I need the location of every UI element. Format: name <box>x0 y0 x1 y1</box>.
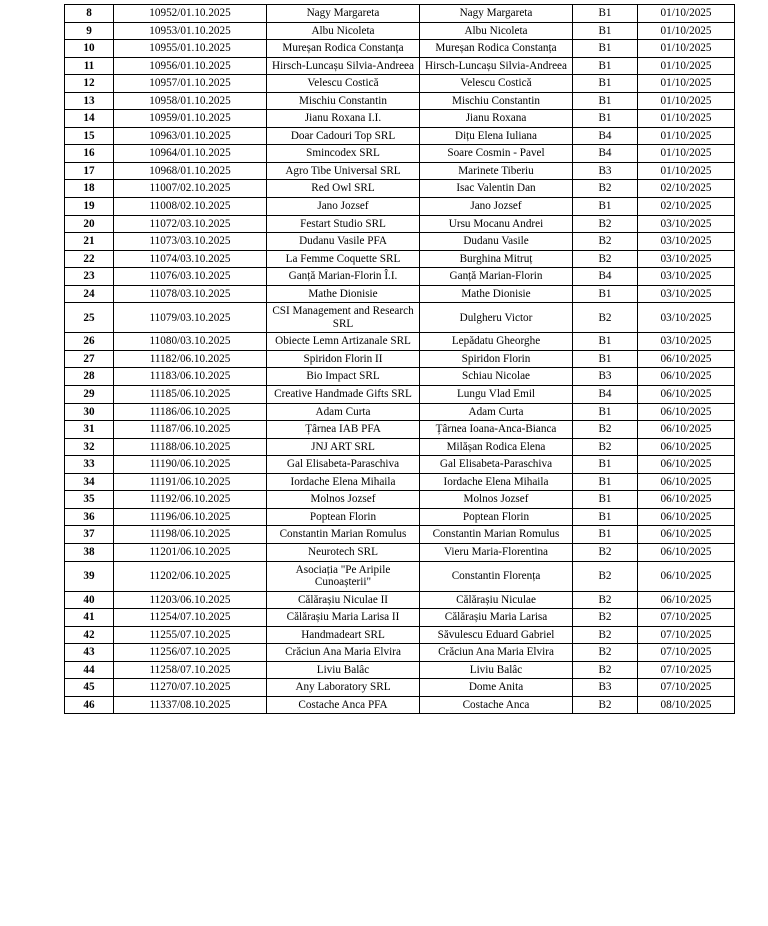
table-row <box>65 285 735 303</box>
cell-entity-name: Liviu Balâc <box>267 661 420 679</box>
cell-representative: Dome Anita <box>420 679 573 697</box>
cell-representative: Adam Curta <box>420 403 573 421</box>
cell-nr: 37 <box>65 526 114 544</box>
table-row <box>65 644 735 662</box>
cell-date: 03/10/2025 <box>638 215 735 233</box>
cell-representative: Dulgheru Victor <box>420 303 573 333</box>
cell-nr: 28 <box>65 368 114 386</box>
cell-entity-name: CSI Management and Research SRL <box>267 303 420 333</box>
cell-date: 03/10/2025 <box>638 303 735 333</box>
table-row <box>65 303 735 333</box>
cell-representative: Călărașiu Niculae <box>420 591 573 609</box>
cell-code: B2 <box>573 609 638 627</box>
cell-date: 06/10/2025 <box>638 456 735 474</box>
cell-entity-name: JNJ ART SRL <box>267 438 420 456</box>
cell-representative: Constantin Florența <box>420 561 573 591</box>
cell-entity-name: Smincodex SRL <box>267 145 420 163</box>
cell-date: 01/10/2025 <box>638 110 735 128</box>
cell-code: B2 <box>573 421 638 439</box>
table-row <box>65 127 735 145</box>
cell-entity-name: Bio Impact SRL <box>267 368 420 386</box>
cell-nr: 15 <box>65 127 114 145</box>
cell-registration: 11198/06.10.2025 <box>114 526 267 544</box>
cell-representative: Burghina Mitruț <box>420 250 573 268</box>
cell-entity-name: Molnos Jozsef <box>267 491 420 509</box>
cell-nr: 36 <box>65 508 114 526</box>
table-row <box>65 543 735 561</box>
cell-date: 07/10/2025 <box>638 644 735 662</box>
cell-entity-name: Călărașiu Niculae II <box>267 591 420 609</box>
cell-nr: 18 <box>65 180 114 198</box>
cell-date: 06/10/2025 <box>638 591 735 609</box>
table-row <box>65 438 735 456</box>
cell-code: B2 <box>573 543 638 561</box>
cell-code: B1 <box>573 508 638 526</box>
cell-code: B1 <box>573 526 638 544</box>
cell-entity-name: Festart Studio SRL <box>267 215 420 233</box>
cell-code: B2 <box>573 250 638 268</box>
cell-registration: 10963/01.10.2025 <box>114 127 267 145</box>
table-row <box>65 403 735 421</box>
cell-entity-name: Handmadeart SRL <box>267 626 420 644</box>
cell-representative: Ursu Mocanu Andrei <box>420 215 573 233</box>
table-row <box>65 368 735 386</box>
cell-representative: Iordache Elena Mihaila <box>420 473 573 491</box>
cell-nr: 23 <box>65 268 114 286</box>
cell-entity-name: Mathe Dionisie <box>267 285 420 303</box>
cell-entity-name: Poptean Florin <box>267 508 420 526</box>
cell-nr: 13 <box>65 92 114 110</box>
cell-date: 01/10/2025 <box>638 57 735 75</box>
cell-entity-name: Neurotech SRL <box>267 543 420 561</box>
table-row <box>65 22 735 40</box>
registry-table-body <box>65 5 735 714</box>
cell-registration: 11008/02.10.2025 <box>114 198 267 216</box>
cell-date: 01/10/2025 <box>638 22 735 40</box>
table-row <box>65 215 735 233</box>
cell-entity-name: Hirsch-Luncașu Silvia-Andreea <box>267 57 420 75</box>
cell-nr: 24 <box>65 285 114 303</box>
cell-date: 07/10/2025 <box>638 609 735 627</box>
cell-registration: 11076/03.10.2025 <box>114 268 267 286</box>
cell-representative: Călărașiu Maria Larisa <box>420 609 573 627</box>
cell-date: 03/10/2025 <box>638 285 735 303</box>
cell-registration: 11186/06.10.2025 <box>114 403 267 421</box>
cell-entity-name: Constantin Marian Romulus <box>267 526 420 544</box>
cell-entity-name: Crăciun Ana Maria Elvira <box>267 644 420 662</box>
cell-nr: 22 <box>65 250 114 268</box>
cell-nr: 30 <box>65 403 114 421</box>
cell-representative: Molnos Jozsef <box>420 491 573 509</box>
cell-date: 01/10/2025 <box>638 127 735 145</box>
cell-entity-name: Costache Anca PFA <box>267 696 420 714</box>
cell-entity-name: La Femme Coquette SRL <box>267 250 420 268</box>
table-row <box>65 350 735 368</box>
cell-representative: Nagy Margareta <box>420 5 573 23</box>
cell-representative: Velescu Costică <box>420 75 573 93</box>
cell-registration: 11072/03.10.2025 <box>114 215 267 233</box>
cell-registration: 11337/08.10.2025 <box>114 696 267 714</box>
table-row <box>65 180 735 198</box>
cell-registration: 11187/06.10.2025 <box>114 421 267 439</box>
cell-registration: 11203/06.10.2025 <box>114 591 267 609</box>
cell-nr: 35 <box>65 491 114 509</box>
cell-date: 06/10/2025 <box>638 403 735 421</box>
cell-date: 01/10/2025 <box>638 145 735 163</box>
cell-registration: 11191/06.10.2025 <box>114 473 267 491</box>
cell-entity-name: Creative Handmade Gifts SRL <box>267 386 420 404</box>
table-row <box>65 661 735 679</box>
table-row <box>65 268 735 286</box>
cell-registration: 11256/07.10.2025 <box>114 644 267 662</box>
cell-code: B1 <box>573 75 638 93</box>
table-row <box>65 561 735 591</box>
cell-registration: 11080/03.10.2025 <box>114 333 267 351</box>
cell-registration: 11007/02.10.2025 <box>114 180 267 198</box>
cell-entity-name: Agro Tibe Universal SRL <box>267 162 420 180</box>
cell-code: B2 <box>573 303 638 333</box>
cell-nr: 12 <box>65 75 114 93</box>
cell-date: 06/10/2025 <box>638 421 735 439</box>
cell-code: B2 <box>573 233 638 251</box>
cell-representative: Constantin Marian Romulus <box>420 526 573 544</box>
cell-entity-name: Călărașiu Maria Larisa II <box>267 609 420 627</box>
cell-code: B2 <box>573 180 638 198</box>
cell-date: 02/10/2025 <box>638 180 735 198</box>
cell-entity-name: Jianu Roxana I.I. <box>267 110 420 128</box>
cell-nr: 9 <box>65 22 114 40</box>
registry-table <box>64 4 735 714</box>
cell-representative: Dițu Elena Iuliana <box>420 127 573 145</box>
table-row <box>65 508 735 526</box>
table-row <box>65 626 735 644</box>
cell-representative: Crăciun Ana Maria Elvira <box>420 644 573 662</box>
cell-representative: Isac Valentin Dan <box>420 180 573 198</box>
table-row <box>65 57 735 75</box>
cell-date: 01/10/2025 <box>638 40 735 58</box>
cell-representative: Săvulescu Eduard Gabriel <box>420 626 573 644</box>
cell-registration: 11188/06.10.2025 <box>114 438 267 456</box>
cell-date: 03/10/2025 <box>638 333 735 351</box>
cell-nr: 42 <box>65 626 114 644</box>
cell-nr: 41 <box>65 609 114 627</box>
table-row <box>65 75 735 93</box>
cell-code: B1 <box>573 285 638 303</box>
cell-entity-name: Adam Curta <box>267 403 420 421</box>
cell-representative: Soare Cosmin - Pavel <box>420 145 573 163</box>
cell-code: B2 <box>573 696 638 714</box>
cell-code: B2 <box>573 661 638 679</box>
cell-representative: Ganță Marian-Florin <box>420 268 573 286</box>
table-row <box>65 5 735 23</box>
cell-representative: Mischiu Constantin <box>420 92 573 110</box>
cell-nr: 21 <box>65 233 114 251</box>
cell-nr: 20 <box>65 215 114 233</box>
cell-nr: 38 <box>65 543 114 561</box>
cell-nr: 29 <box>65 386 114 404</box>
cell-entity-name: Albu Nicoleta <box>267 22 420 40</box>
cell-nr: 39 <box>65 561 114 591</box>
table-row <box>65 609 735 627</box>
cell-code: B4 <box>573 268 638 286</box>
cell-nr: 34 <box>65 473 114 491</box>
cell-representative: Costache Anca <box>420 696 573 714</box>
table-row <box>65 526 735 544</box>
table-row <box>65 679 735 697</box>
cell-nr: 46 <box>65 696 114 714</box>
cell-date: 03/10/2025 <box>638 250 735 268</box>
cell-representative: Mureșan Rodica Constanța <box>420 40 573 58</box>
table-row <box>65 92 735 110</box>
cell-representative: Jano Jozsef <box>420 198 573 216</box>
cell-code: B4 <box>573 386 638 404</box>
cell-entity-name: Velescu Costică <box>267 75 420 93</box>
cell-registration: 10964/01.10.2025 <box>114 145 267 163</box>
table-row <box>65 110 735 128</box>
cell-nr: 40 <box>65 591 114 609</box>
cell-nr: 43 <box>65 644 114 662</box>
cell-registration: 11079/03.10.2025 <box>114 303 267 333</box>
cell-entity-name: Mischiu Constantin <box>267 92 420 110</box>
cell-registration: 11270/07.10.2025 <box>114 679 267 697</box>
cell-code: B1 <box>573 5 638 23</box>
cell-registration: 10956/01.10.2025 <box>114 57 267 75</box>
cell-entity-name: Mureșan Rodica Constanța <box>267 40 420 58</box>
cell-registration: 11192/06.10.2025 <box>114 491 267 509</box>
cell-nr: 17 <box>65 162 114 180</box>
cell-code: B4 <box>573 127 638 145</box>
cell-date: 06/10/2025 <box>638 508 735 526</box>
cell-representative: Spiridon Florin <box>420 350 573 368</box>
cell-registration: 11182/06.10.2025 <box>114 350 267 368</box>
cell-date: 06/10/2025 <box>638 543 735 561</box>
cell-code: B1 <box>573 92 638 110</box>
cell-registration: 11190/06.10.2025 <box>114 456 267 474</box>
cell-code: B2 <box>573 561 638 591</box>
cell-code: B3 <box>573 679 638 697</box>
table-row <box>65 198 735 216</box>
cell-code: B1 <box>573 57 638 75</box>
cell-date: 07/10/2025 <box>638 679 735 697</box>
cell-nr: 44 <box>65 661 114 679</box>
cell-date: 07/10/2025 <box>638 626 735 644</box>
table-row <box>65 145 735 163</box>
cell-registration: 11073/03.10.2025 <box>114 233 267 251</box>
cell-code: B1 <box>573 350 638 368</box>
table-row <box>65 40 735 58</box>
cell-representative: Jianu Roxana <box>420 110 573 128</box>
cell-date: 08/10/2025 <box>638 696 735 714</box>
cell-code: B4 <box>573 145 638 163</box>
cell-representative: Gal Elisabeta-Paraschiva <box>420 456 573 474</box>
cell-representative: Schiau Nicolae <box>420 368 573 386</box>
cell-code: B2 <box>573 215 638 233</box>
cell-nr: 31 <box>65 421 114 439</box>
cell-registration: 11202/06.10.2025 <box>114 561 267 591</box>
cell-date: 01/10/2025 <box>638 75 735 93</box>
cell-registration: 10959/01.10.2025 <box>114 110 267 128</box>
cell-entity-name: Nagy Margareta <box>267 5 420 23</box>
cell-date: 06/10/2025 <box>638 561 735 591</box>
cell-date: 07/10/2025 <box>638 661 735 679</box>
cell-entity-name: Asociația "Pe Aripile Cunoașterii" <box>267 561 420 591</box>
cell-code: B1 <box>573 198 638 216</box>
table-row <box>65 250 735 268</box>
cell-registration: 11254/07.10.2025 <box>114 609 267 627</box>
cell-code: B2 <box>573 591 638 609</box>
cell-code: B2 <box>573 626 638 644</box>
table-row <box>65 696 735 714</box>
table-row <box>65 333 735 351</box>
cell-code: B1 <box>573 22 638 40</box>
cell-representative: Poptean Florin <box>420 508 573 526</box>
cell-representative: Țârnea Ioana-Anca-Bianca <box>420 421 573 439</box>
cell-entity-name: Jano Jozsef <box>267 198 420 216</box>
cell-registration: 11074/03.10.2025 <box>114 250 267 268</box>
cell-code: B1 <box>573 110 638 128</box>
table-row <box>65 233 735 251</box>
table-row <box>65 491 735 509</box>
cell-entity-name: Any Laboratory SRL <box>267 679 420 697</box>
cell-code: B1 <box>573 473 638 491</box>
cell-date: 01/10/2025 <box>638 92 735 110</box>
cell-code: B1 <box>573 491 638 509</box>
cell-nr: 8 <box>65 5 114 23</box>
cell-date: 06/10/2025 <box>638 491 735 509</box>
cell-representative: Albu Nicoleta <box>420 22 573 40</box>
cell-representative: Liviu Balâc <box>420 661 573 679</box>
cell-date: 06/10/2025 <box>638 526 735 544</box>
cell-entity-name: Obiecte Lemn Artizanale SRL <box>267 333 420 351</box>
cell-registration: 11196/06.10.2025 <box>114 508 267 526</box>
table-row <box>65 421 735 439</box>
cell-nr: 14 <box>65 110 114 128</box>
cell-code: B1 <box>573 333 638 351</box>
cell-nr: 27 <box>65 350 114 368</box>
cell-entity-name: Doar Cadouri Top SRL <box>267 127 420 145</box>
cell-representative: Lepădatu Gheorghe <box>420 333 573 351</box>
cell-date: 01/10/2025 <box>638 162 735 180</box>
cell-nr: 26 <box>65 333 114 351</box>
cell-registration: 11201/06.10.2025 <box>114 543 267 561</box>
cell-representative: Hirsch-Luncașu Silvia-Andreea <box>420 57 573 75</box>
cell-representative: Vieru Maria-Florentina <box>420 543 573 561</box>
table-row <box>65 386 735 404</box>
cell-representative: Marinete Tiberiu <box>420 162 573 180</box>
cell-date: 02/10/2025 <box>638 198 735 216</box>
cell-nr: 25 <box>65 303 114 333</box>
cell-date: 06/10/2025 <box>638 438 735 456</box>
cell-date: 06/10/2025 <box>638 368 735 386</box>
cell-registration: 11258/07.10.2025 <box>114 661 267 679</box>
cell-registration: 11255/07.10.2025 <box>114 626 267 644</box>
cell-code: B1 <box>573 456 638 474</box>
cell-representative: Dudanu Vasile <box>420 233 573 251</box>
cell-code: B3 <box>573 162 638 180</box>
cell-representative: Milășan Rodica Elena <box>420 438 573 456</box>
cell-registration: 10957/01.10.2025 <box>114 75 267 93</box>
cell-nr: 10 <box>65 40 114 58</box>
cell-code: B1 <box>573 403 638 421</box>
cell-registration: 11185/06.10.2025 <box>114 386 267 404</box>
cell-entity-name: Țârnea IAB PFA <box>267 421 420 439</box>
cell-nr: 11 <box>65 57 114 75</box>
cell-registration: 11183/06.10.2025 <box>114 368 267 386</box>
cell-entity-name: Spiridon Florin II <box>267 350 420 368</box>
cell-representative: Mathe Dionisie <box>420 285 573 303</box>
cell-registration: 10968/01.10.2025 <box>114 162 267 180</box>
cell-registration: 10955/01.10.2025 <box>114 40 267 58</box>
cell-code: B1 <box>573 40 638 58</box>
cell-nr: 45 <box>65 679 114 697</box>
cell-nr: 32 <box>65 438 114 456</box>
cell-date: 06/10/2025 <box>638 350 735 368</box>
table-row <box>65 473 735 491</box>
table-row <box>65 162 735 180</box>
table-row <box>65 456 735 474</box>
cell-date: 06/10/2025 <box>638 386 735 404</box>
cell-entity-name: Red Owl SRL <box>267 180 420 198</box>
cell-registration: 10953/01.10.2025 <box>114 22 267 40</box>
cell-entity-name: Iordache Elena Mihaila <box>267 473 420 491</box>
cell-entity-name: Ganță Marian-Florin Î.I. <box>267 268 420 286</box>
cell-entity-name: Dudanu Vasile PFA <box>267 233 420 251</box>
cell-representative: Lungu Vlad Emil <box>420 386 573 404</box>
cell-code: B3 <box>573 368 638 386</box>
cell-nr: 16 <box>65 145 114 163</box>
cell-date: 06/10/2025 <box>638 473 735 491</box>
cell-entity-name: Gal Elisabeta-Paraschiva <box>267 456 420 474</box>
table-row <box>65 591 735 609</box>
cell-date: 03/10/2025 <box>638 268 735 286</box>
cell-nr: 19 <box>65 198 114 216</box>
cell-date: 03/10/2025 <box>638 233 735 251</box>
cell-registration: 11078/03.10.2025 <box>114 285 267 303</box>
cell-nr: 33 <box>65 456 114 474</box>
cell-code: B2 <box>573 438 638 456</box>
cell-registration: 10958/01.10.2025 <box>114 92 267 110</box>
cell-date: 01/10/2025 <box>638 5 735 23</box>
cell-registration: 10952/01.10.2025 <box>114 5 267 23</box>
cell-code: B2 <box>573 644 638 662</box>
